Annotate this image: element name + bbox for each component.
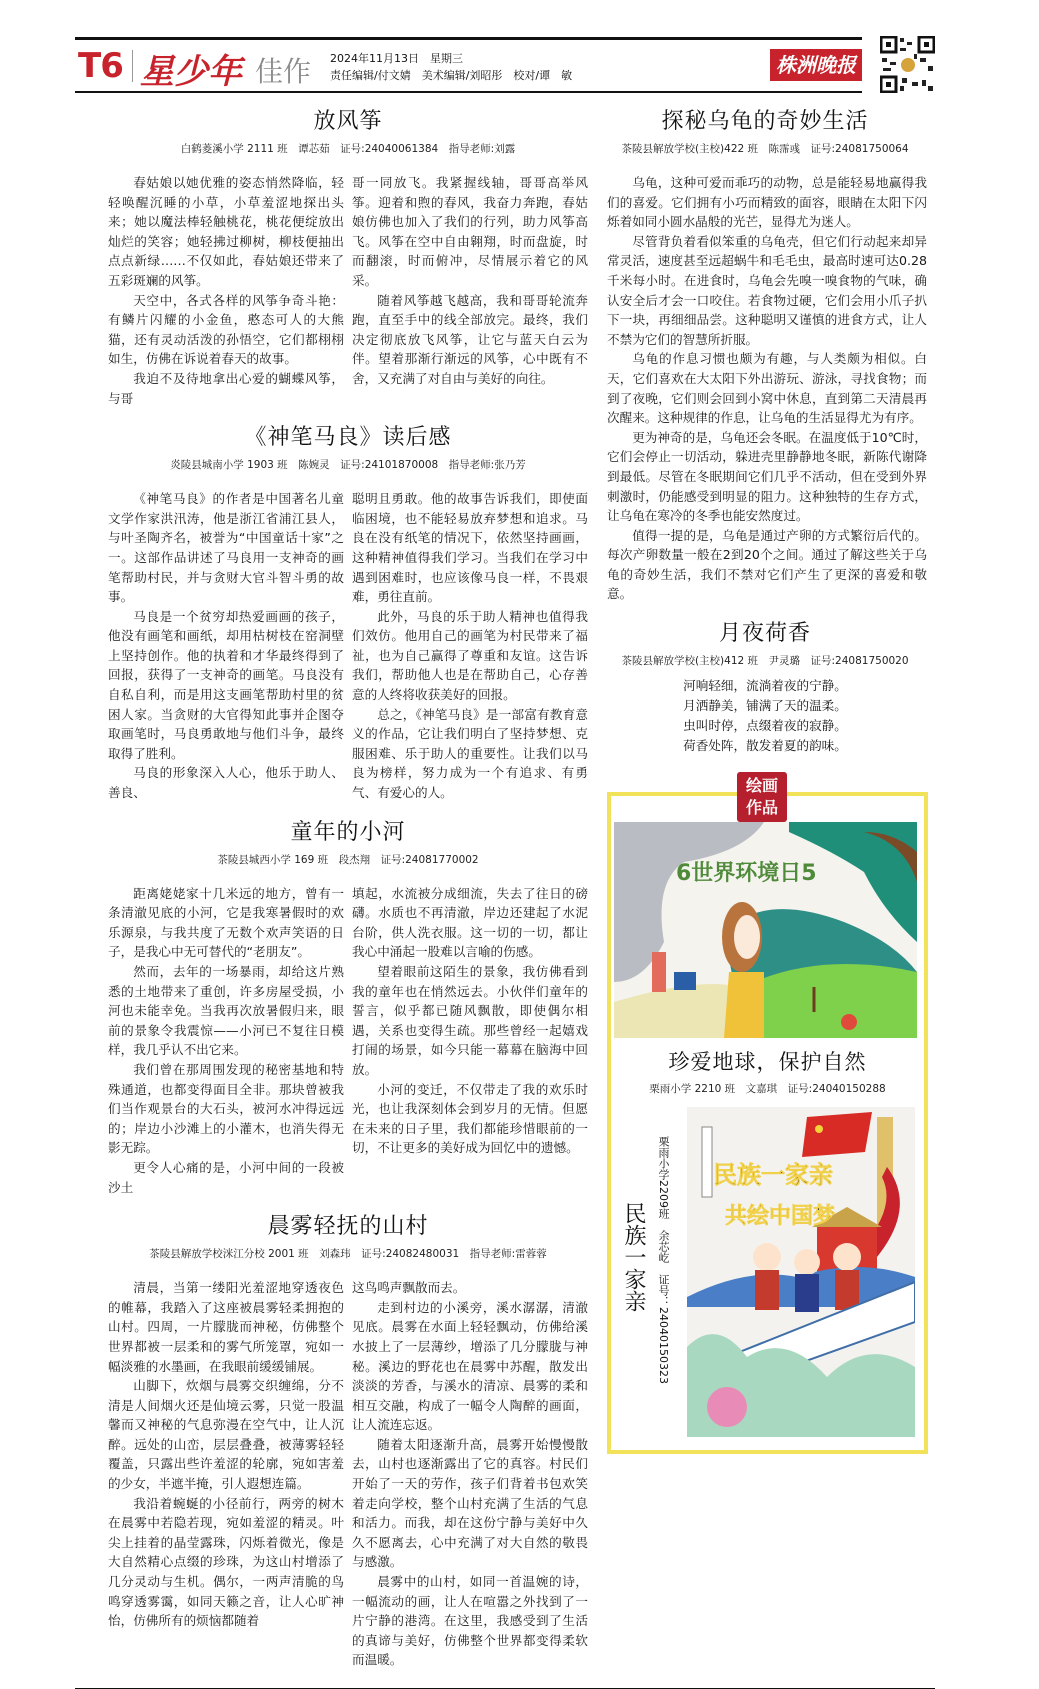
qr-code[interactable] [880, 36, 935, 93]
article-body-column [352, 884, 588, 1198]
article-body-column [108, 489, 344, 803]
article-paragraph: 更令人心痛的是，小河中间的一段被沙土 [108, 1159, 344, 1195]
article-byline: 炎陵县城南小学 1903 班 陈婉灵 证号:24101870008 指导老师:张乃芳 [170, 459, 526, 472]
article-body-column [607, 173, 927, 604]
artwork-box [607, 776, 928, 1454]
article-maliang [108, 424, 588, 803]
article-fog [108, 1213, 588, 1670]
article-river [108, 819, 588, 1198]
artwork-vertical-byline: 栗雨小学2209班 余芯屹 证号：24040150323 [657, 1136, 670, 1385]
article-paragraph: 尽管背负着看似笨重的乌龟壳，但它们行动起来却异常灵活，速度甚至远超蜗牛和毛毛虫，最高时速可达0.28千米每小时。在进食时，乌龟会先嗅一嗅食物的气味，确认安全后才会一口咬住。若食物过硬，它们会用小爪子扒下一块，再细细品尝。这种聪明又谨慎的进食方式，让人不禁为它们的智慧所折服。 [607, 233, 927, 347]
article-paragraph: 马良的形象深入人心，他乐于助人、善良、 [108, 765, 344, 801]
article-paragraph: 随着太阳逐渐升高，晨雾开始慢慢散去，山村也逐渐露出了它的真容。村民们开始了一天的劳作，孩子们背着书包欢笑着走向学校，整个山村充满了生活的气息和活力。而我，却在这份宁静与美好中久久不愿离去，心中充满了对大自然的敬畏与感激。 [352, 1436, 588, 1570]
poem-title: 月夜荷香 [718, 621, 811, 647]
article-body [108, 1278, 588, 1670]
article-body [108, 173, 588, 408]
article-paragraph: 此外，马良的乐于助人精神也值得我们效仿。他用自己的画笔为村民带来了福祉，也为自己赢得了尊重和友谊。这告诉我们，帮助他人也是在帮助自己，心存善意的人终将收获美好的回报。 [352, 608, 588, 703]
header-separator [132, 50, 133, 82]
artwork-lettering: 6世界环境日5 [676, 861, 817, 887]
artwork-lettering: 共绘中国梦 [725, 1204, 836, 1230]
article-paragraph: 晨雾中的山村，如同一首温婉的诗，一幅流动的画，让人在喧嚣之外找到了一片宁静的港湾。在这里，我感受到了生活的真谛与美好，仿佛整个世界都变得柔软而温暖。 [352, 1574, 588, 1668]
section-name: 佳作 [255, 55, 312, 88]
artwork-badge [737, 772, 787, 822]
article-paragraph: 《神笔马良》的作者是中国著名儿童文学作家洪汛涛，他是浙江省浦江县人，与叶圣陶齐名，被誉为“中国童话十家”之一。这部作品讲述了马良用一支神奇的画笔帮助村民，并与贪财大官斗智斗勇的故事。 [108, 491, 344, 605]
article-paragraph: 天空中，各式各样的风筝争奇斗艳：有鳞片闪耀的小金鱼，憨态可人的大熊猫，还有灵动活泼的孙悟空，它们都栩栩如生，仿佛在诉说着春天的故事。 [108, 292, 344, 367]
article-paragraph: 随着风筝越飞越高，我和哥哥轮流奔跑，直至手中的线全部放完。最终，我们决定彻底放飞风筝，让它与蓝天白云为伴。望着那渐行渐远的风筝，心中既有不舍，又充满了对自由与美好的向往。 [352, 292, 588, 386]
article-title: 放风筝 [313, 109, 383, 134]
article-title: 探秘乌龟的奇妙生活 [661, 109, 869, 134]
section-logo: 星少年 [140, 52, 242, 92]
article-paragraph: 清晨，当第一缕阳光羞涩地穿透夜色的帷幕，我踏入了这座被晨雾轻柔拥抱的山村。四周，一片朦胧而神秘，仿佛整个世界都被一层柔和的雾气所笼罩，宛如一幅淡雅的水墨画，在我眼前缓缓铺展。 [108, 1280, 344, 1374]
article-paragraph: 哥一同放飞。我紧握线轴，哥哥高举风筝。迎着和煦的春风，我奋力奔跑，春姑娘仿佛也加入了我们的行列，助力风筝高飞。风筝在空中自由翱翔，时而盘旋，时而翻滚，时而俯冲，尽情展示着它的风采。 [352, 175, 588, 288]
poem-byline: 茶陵县解放学校(主校)412 班 尹灵璐 证号:24081750020 [621, 655, 909, 668]
article-paragraph: 山脚下，炊烟与晨雾交织缠绵，分不清是人间烟火还是仙境云雾，只觉一股温馨而又神秘的气息弥漫在空气中，让人沉醉。远处的山峦，层层叠叠，被薄雾轻轻覆盖，只露出些许羞涩的轮廓，宛如害羞的少女，半遮半掩，引人遐想连篇。 [108, 1378, 344, 1492]
article-paragraph: 乌龟的作息习惯也颇为有趣，与人类颇为相似。白天，它们喜欢在大太阳下外出游玩、游泳，寻找食物；而到了夜晚，它们则会回到小窝中休息，直到第二天清晨再次醒来。这种规律的作息，让乌龟的生活显得尤为有序。 [607, 351, 927, 426]
article-body-column [108, 884, 344, 1198]
header-top-rule [75, 37, 862, 40]
article-byline: 茶陵县解放学校(主校)422 班 陈霈彧 证号:24081750064 [621, 143, 909, 155]
badge-line: 作品 [745, 798, 778, 818]
article-body [108, 884, 588, 1198]
article-paragraph: 走到村边的小溪旁，溪水潺潺，清澈见底。晨雾在水面上轻轻飘动，仿佛给溪水披上了一层薄纱，增添了几分朦胧与神秘。溪边的野花也在晨雾中苏醒，散发出淡淡的芳香，与溪水的清凉、晨雾的柔和相互交融，构成了一幅令人陶醉的画面，让人流连忘返。 [352, 1299, 588, 1433]
artwork-ethnic-unity-image[interactable] [687, 1107, 915, 1437]
poem-line: 虫叫时停，点缀着夜的寂静。 [683, 718, 847, 734]
article-paragraph: 乌龟，这种可爱而乖巧的动物，总是能轻易地赢得我们的喜爱。它们拥有小巧而精致的面容，眼睛在太阳下闪烁着如同小圆水晶般的光芒，显得尤为迷人。 [607, 175, 927, 230]
article-body [600, 173, 930, 604]
article-paragraph: 然而，去年的一场暴雨，却给这片熟悉的土地带来了重创，许多房屋受损，小河也未能幸免。当我再次放暑假归来，眼前的景象令我震惊——小河已不复往日模样，我几乎认不出它来。 [108, 964, 344, 1058]
article-paragraph: 我迫不及待地拿出心爱的蝴蝶风筝，与哥 [108, 370, 344, 406]
issue-date: 2024年11月13日 星期三 [330, 52, 463, 65]
newspaper-logo: 株洲晚报 [770, 49, 862, 81]
badge-line: 绘画 [745, 776, 778, 796]
artwork-vertical-title: 民族一家亲 [621, 1202, 646, 1313]
article-paragraph: 值得一提的是，乌龟是通过产卵的方式繁衍后代的。每次产卵数量一般在2到20个之间。通过了解这些关于乌龟的奇妙生活，我们不禁对它们产生了更深的喜爱和敬意。 [607, 527, 927, 602]
article-paragraph: 马良是一个贫穷却热爱画画的孩子，他没有画笔和画纸，却用枯树枝在窑洞壁上坚持创作。他的执着和才华最终得到了回报，获得了一支神奇的画笔。马良没有自私自利，而是用这支画笔帮助村里的贫困人家。当贪财的大官得知此事并企图夺取画笔时，马良勇敢地与他们斗争，最终取得了胜利。 [108, 608, 344, 761]
artwork-environment-day-image[interactable] [614, 822, 917, 1038]
article-body-column [352, 1278, 588, 1670]
article-paragraph: 填起，水流被分成细流，失去了往日的磅礴。水质也不再清澈，岸边还建起了水泥台阶，供人洗衣服。这一切的一切，都让我心中涌起一股难以言喻的伤感。 [352, 885, 588, 960]
poem-line: 月洒静美，铺满了天的温柔。 [683, 698, 847, 714]
article-body-column [108, 1278, 344, 1670]
right-column [600, 108, 935, 1454]
article-paragraph: 望着眼前这陌生的景象，我仿佛看到我的童年也在悄然远去。小伙伴们童年的誓言，似乎都已随风飘散，即使偶尔相遇，关系也变得生疏。那些曾经一起嬉戏打闹的场景，如今只能一幕幕在脑海中回放。 [352, 964, 588, 1077]
poem-line: 河响轻细，流淌着夜的宁静。 [683, 678, 847, 694]
article-body-column [352, 173, 588, 408]
article-paragraph: 小河的变迁，不仅带走了我的欢乐时光，也让我深刻体会到岁月的无情。但愿在未来的日子里，我们都能珍惜眼前的一切，不让更多的美好成为回忆中的遗憾。 [352, 1081, 588, 1156]
poem-line: 荷香处阵，散发着夏的韵味。 [683, 738, 847, 754]
article-paragraph: 我沿着蜿蜒的小径前行，两旁的树木在晨雾中若隐若现，宛如羞涩的精灵。叶尖上挂着的晶莹露珠，闪烁着微光，像是大自然精心点缀的珍珠，为这山村增添了几分灵动与生机。偶尔，一两声清脆的鸟鸣穿透雾霭，如同天籁之音，让人心旷神怡，仿佛所有的烦恼都随着 [108, 1495, 344, 1629]
article-body-column [108, 173, 344, 408]
article-paragraph: 总之，《神笔马良》是一部富有教育意义的作品，它让我们明白了坚持梦想、克服困难、乐于助人的重要性。让我们以马良为榜样，努力成为一个有追求、有勇气、有爱心的人。 [352, 706, 588, 801]
article-paragraph: 我们曾在那周围发现的秘密基地和特殊通道，也都变得面目全非。那块曾被我们当作观景台的大石头，被河水冲得远远的；岸边小沙滩上的小灌木，也消失得无影无踪。 [108, 1061, 344, 1156]
article-paragraph: 聪明且勇敢。他的故事告诉我们，即使面临困境，也不能轻易放弃梦想和追求。马良在没有纸笔的情况下，依然坚持画画，这种精神值得我们学习。当我们在学习中遇到困难时，也应该像马良一样，不畏艰难，勇往直前。 [352, 491, 588, 605]
article-title: 童年的小河 [290, 819, 406, 845]
article-paragraph: 更为神奇的是，乌龟还会冬眠。在温度低于10℃时，它们会停止一切活动，躲进壳里静静地冬眠，新陈代谢降到最低。尽管在冬眠期间它们几乎不活动，但在受到外界刺激时，仍能感受到明显的阻力。这种独特的生存方式，让乌龟在寒冷的冬季也能安然度过。 [607, 429, 927, 524]
article-body-column [352, 489, 588, 803]
poem-moon-lotus [600, 620, 930, 792]
article-kite [108, 108, 588, 408]
poem-body [600, 676, 930, 756]
article-title: 《神笔马良》读后感 [244, 425, 452, 451]
article-turtle [600, 108, 930, 604]
article-byline: 白鹤菱溪小学 2111 班 谭芯茹 证号:24040061384 指导老师:刘露 [180, 143, 516, 155]
left-column [108, 108, 588, 1686]
article-title: 晨雾轻抚的山村 [267, 1214, 429, 1240]
editor-credits: 责任编辑/付文婧 美术编辑/刘昭彤 校对/谭 敏 [330, 69, 573, 82]
page-number: T6 [78, 46, 123, 86]
article-body [108, 489, 588, 803]
article-paragraph: 距离姥姥家十几米远的地方，曾有一条清澈见底的小河，它是我寒暑假时的欢乐源泉，与我共度了无数个欢声笑语的日子，是我心中无可替代的“老朋友”。 [108, 885, 344, 960]
article-paragraph: 春姑娘以她优雅的姿态悄然降临，轻轻唤醒沉睡的小草，小草羞涩地探出头来；她以魔法棒轻触桃花，桃花便绽放出灿烂的笑容；她轻拂过柳树，柳枝便抽出点点新绿……不仅如此，春姑娘还带来了五彩斑斓的风筝。 [108, 175, 344, 288]
artwork-title: 珍爱地球，保护自然 [668, 1050, 867, 1075]
artwork-lettering: 民族一家亲 [713, 1161, 833, 1190]
artwork-byline: 栗雨小学 2210 班 文嘉琪 证号:24040150288 [649, 1083, 886, 1096]
article-paragraph: 这鸟鸣声飘散而去。 [352, 1280, 466, 1296]
article-byline: 茶陵县城西小学 169 班 段杰翔 证号:24081770002 [217, 853, 479, 866]
article-byline: 茶陵县解放学校洣江分校 2001 班 刘森玮 证号:24082480031 指导老师:雷蓉蓉 [149, 1248, 547, 1261]
